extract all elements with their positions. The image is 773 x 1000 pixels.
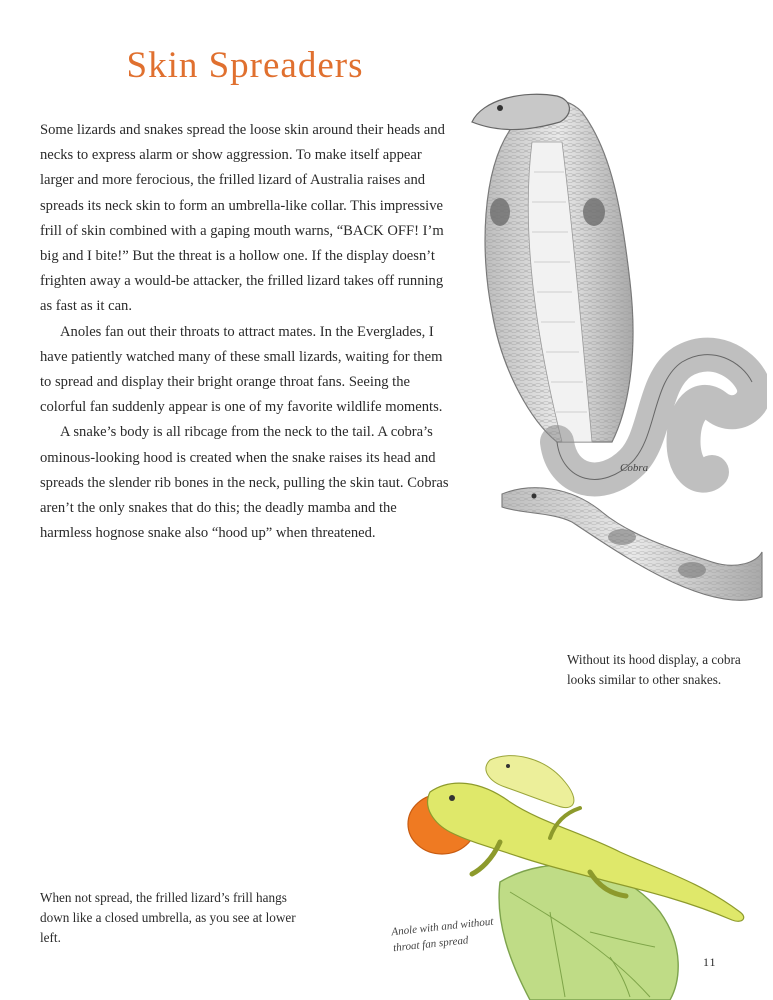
page-title: Skin Spreaders bbox=[126, 45, 364, 86]
caption-frilled-lizard: When not spread, the frilled lizard’s frill hangs down like a closed umbrella, as you see at lower left. bbox=[40, 890, 296, 945]
anole-label: Anole with and without throat fan spread bbox=[390, 915, 494, 955]
paragraph-cobra: A snake’s body is all ribcage from the neck to the tail. A cobra’s ominous-looking hood is created when the snake raises its head and spreads the slender rib bones in the neck, pulling the skin taut. Cobras aren’t the only snakes that do this; the deadly mamba and the harmless hognose snake also “hood up” when threatened. bbox=[40, 424, 449, 542]
page-number: 11 bbox=[703, 955, 717, 969]
paragraph-frilled-lizard: Some lizards and snakes spread the loose skin around their heads and necks to express alarm or show aggression. To make itself appear larger and more ferocious, the frilled lizard of Australia raises and spreads its neck skin to form an umbrella-like collar. This impressive frill of skin combined with a gaping mouth warns, “BACK OFF! I’m big and I bite!” But the threat is a hollow one. If the display doesn’t frighten away a would-be attacker, the frilled lizard takes off running as fast as it can. bbox=[40, 122, 445, 315]
caption-cobra: Without its hood display, a cobra looks similar to other snakes. bbox=[567, 652, 741, 687]
paragraph-anoles: Anoles fan out their throats to attract mates. In the Everglades, I have patiently watched many of these small lizards, waiting for them to spread and display their bright orange throat fans. Seeing the colorful fan suddenly appear is one of my favorite wildlife moments. bbox=[40, 323, 443, 416]
body-text bbox=[40, 118, 452, 546]
cobra-label: Cobra bbox=[620, 462, 649, 474]
cobra-illustration bbox=[462, 82, 767, 617]
